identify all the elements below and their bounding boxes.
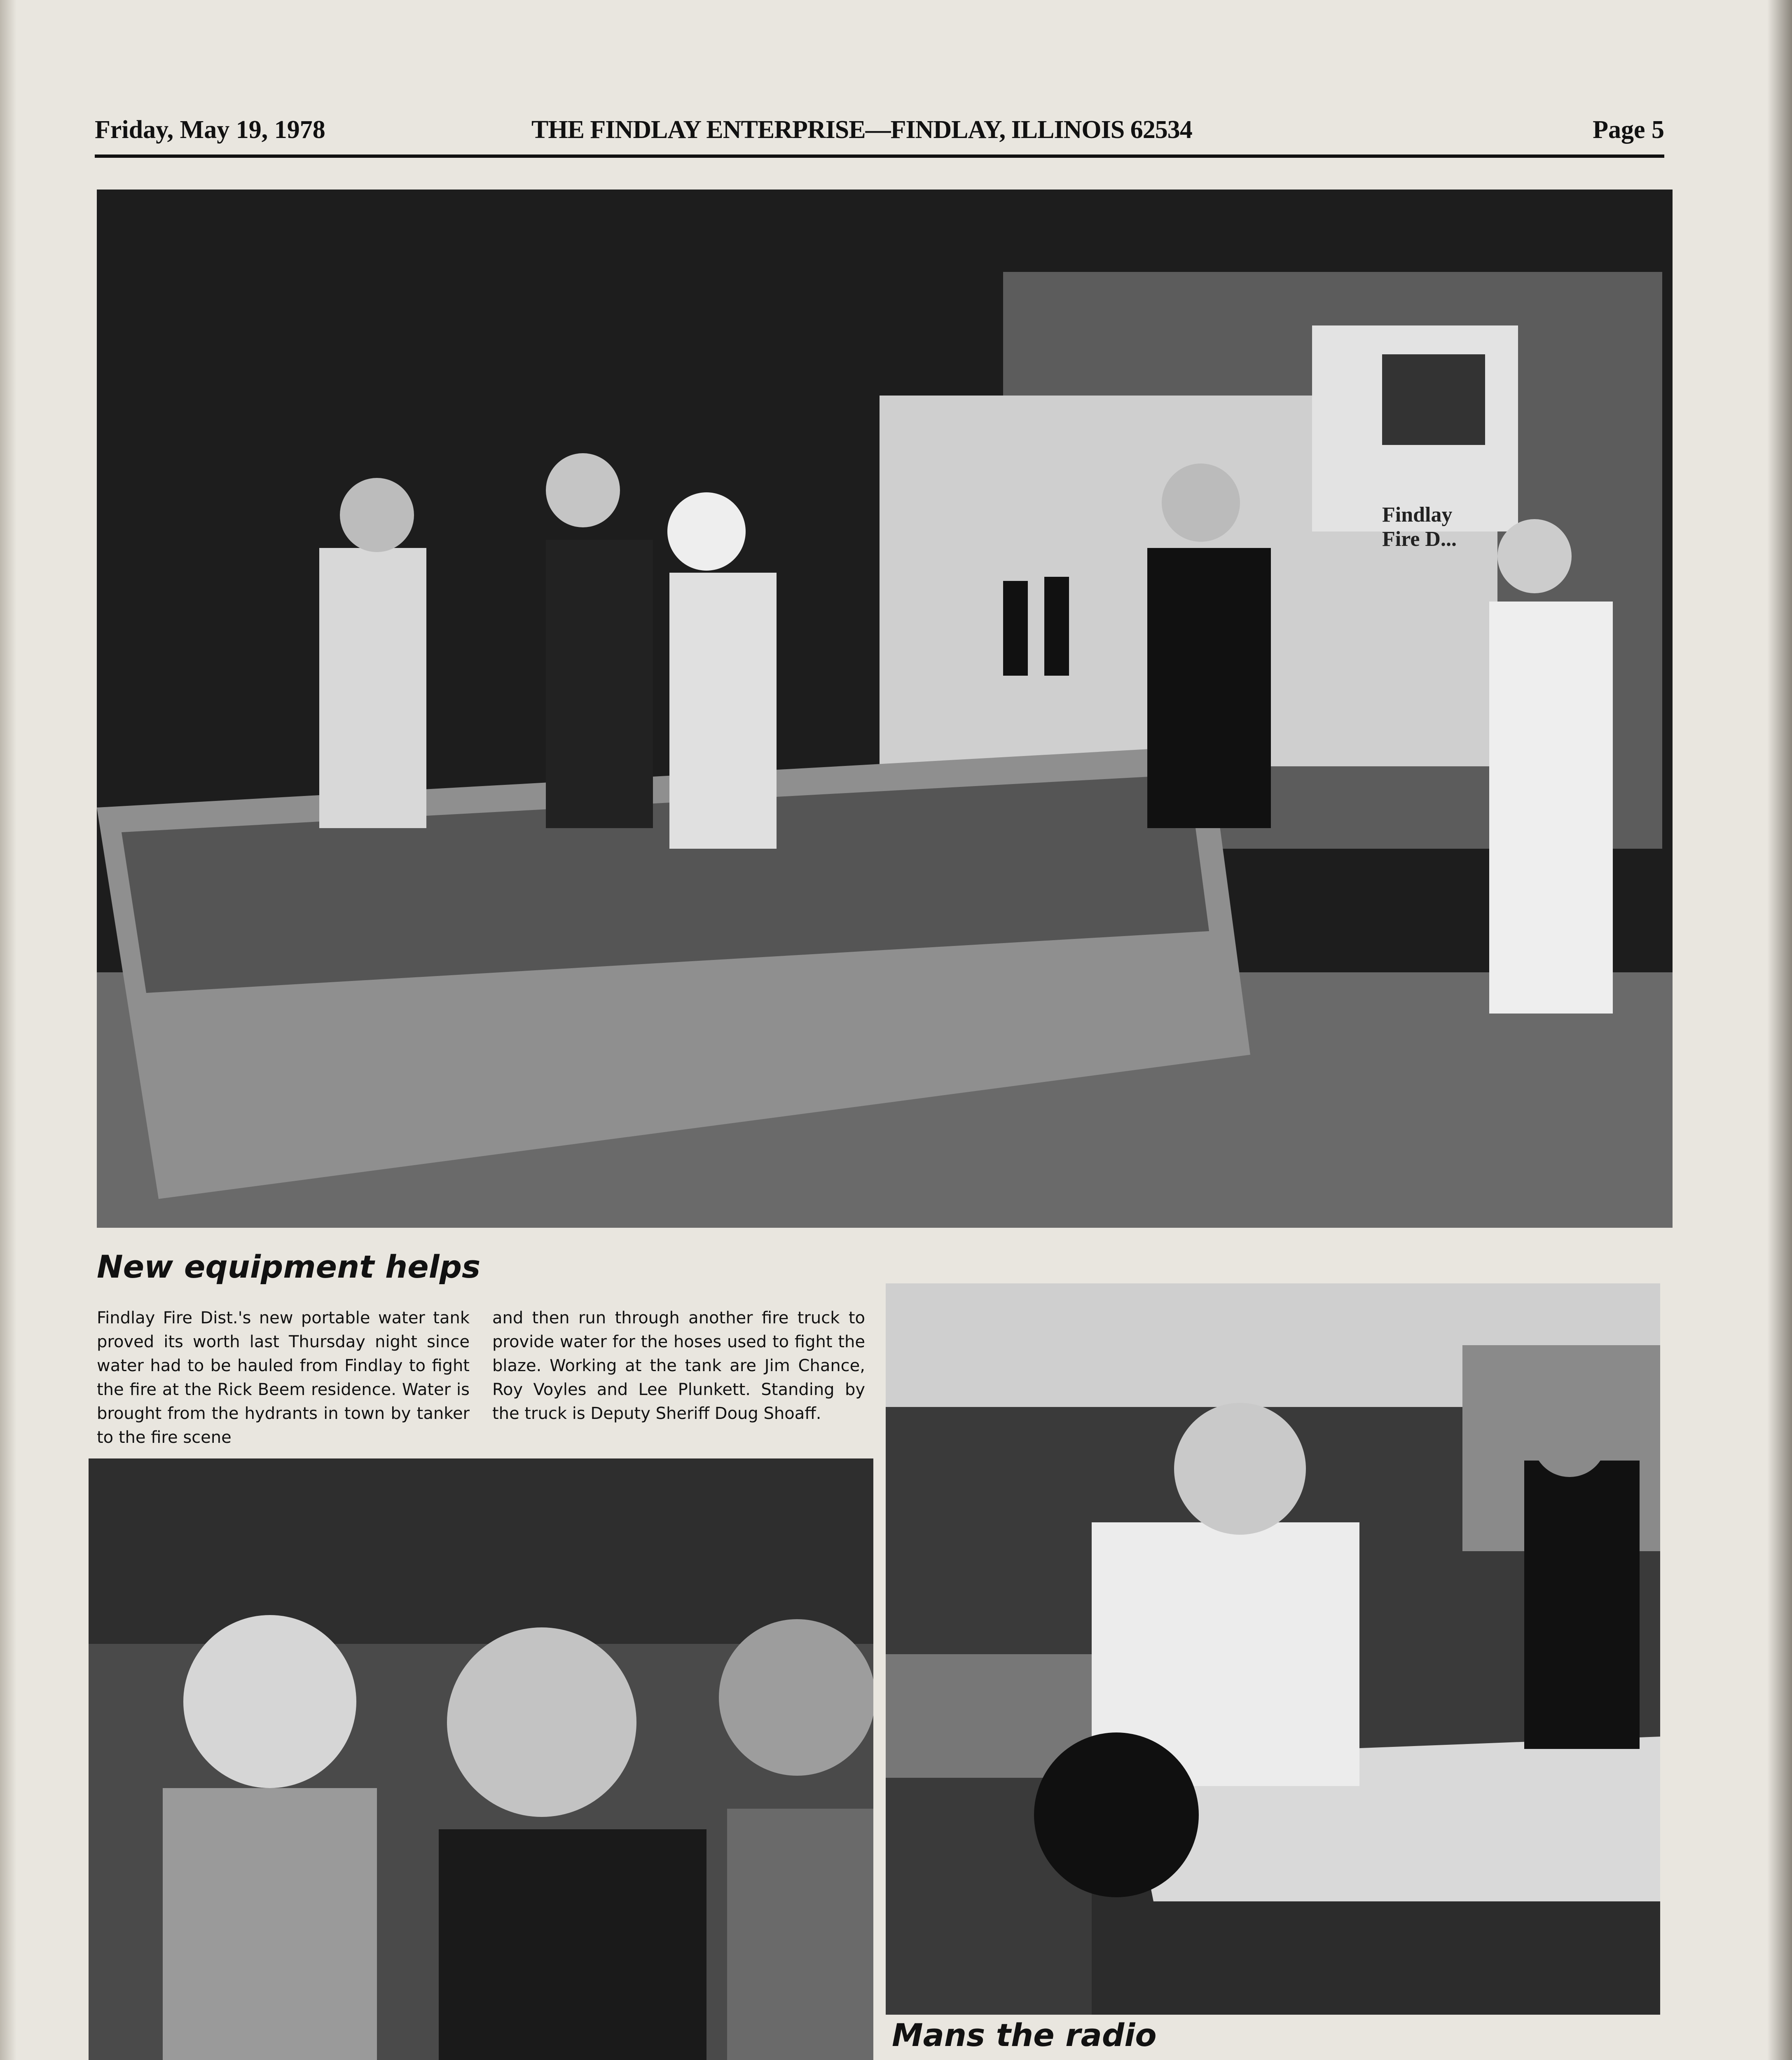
- caption-new-equipment-col1: Findlay Fire Dist.'s new portable water tank proved its worth last Thursday night since water had to be hauled from Findlay to fight the fire at the Rick Beem residence. Water is brought from the hydrants in town by tanker to the fire scene: [97, 1309, 470, 1447]
- headline-new-equipment: New equipment helps: [97, 1248, 481, 1285]
- page-number: Page 5: [1593, 116, 1664, 144]
- page-edge: [0, 0, 16, 2060]
- headline-mans-radio: Mans the radio: [892, 2017, 1157, 2053]
- photo-water-tank: [97, 190, 1673, 1228]
- truck-lettering: Findlay Fire D...: [1382, 503, 1457, 551]
- page-edge: [1767, 0, 1792, 2060]
- newspaper-name: THE FINDLAY ENTERPRISE—FINDLAY, ILLINOIS 62534: [531, 116, 1192, 144]
- photo-radio: [886, 1283, 1660, 2015]
- masthead: [95, 111, 1664, 157]
- issue-date: Friday, May 19, 1978: [95, 116, 325, 144]
- photo-check-damage: [89, 1458, 873, 2060]
- caption-new-equipment-col2: and then run through another fire truck to provide water for the hoses used to fight the blaze. Working at the tank are Jim Chance, Roy Voyles and Lee Plunkett. Standing by the truck is Deputy Sheriff Doug Shoaff.: [492, 1309, 865, 1423]
- masthead-rule: [95, 154, 1664, 158]
